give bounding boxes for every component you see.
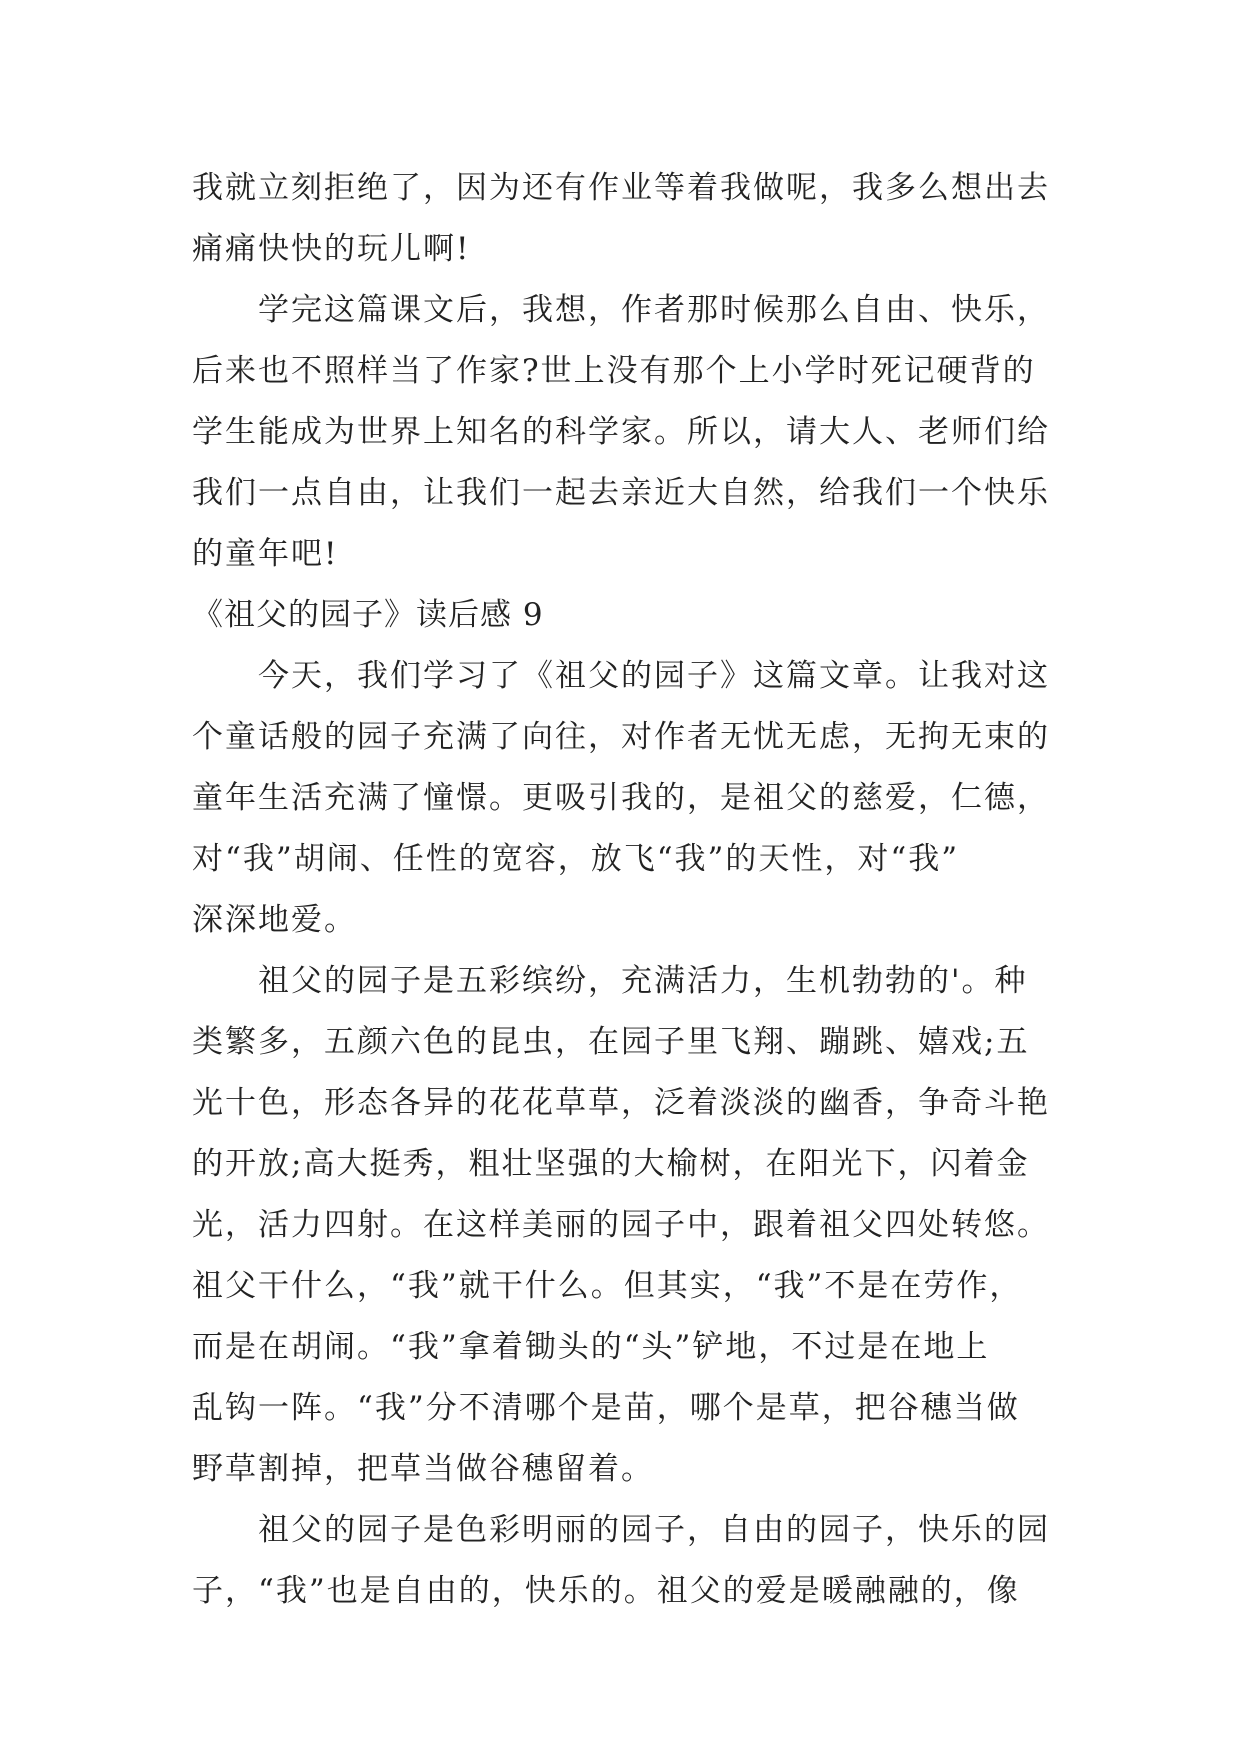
- text-line: 类繁多，五颜六色的昆虫，在园子里飞翔、蹦跳、嬉戏;五: [192, 1024, 1030, 1060]
- section-heading: [192, 585, 1052, 646]
- text-line: 今天，我们学习了《祖父的园子》这篇文章。让我对这: [258, 658, 1050, 694]
- text-line: 对“我”胡闹、任性的宽容，放飞“我”的天性，对“我”: [192, 841, 960, 877]
- paragraph: [192, 646, 1052, 951]
- text-line: 而是在胡闹。“我”拿着锄头的“头”铲地，不过是在地上: [192, 1329, 990, 1365]
- text-line: 童年生活充满了憧憬。更吸引我的，是祖父的慈爱，仁德，: [192, 780, 1050, 816]
- text-line: 我们一点自由，让我们一起去亲近大自然，给我们一个快乐: [192, 475, 1050, 511]
- paragraph: [192, 1500, 1052, 1622]
- text-line: 光十色，形态各异的花花草草，泛着淡淡的幽香，争奇斗艳: [192, 1085, 1050, 1121]
- text-line: 的童年吧!: [192, 536, 339, 572]
- text-line: 我就立刻拒绝了，因为还有作业等着我做呢，我多么想出去: [192, 170, 1050, 206]
- text-line: 乱钩一阵。“我”分不清哪个是苗，哪个是草，把谷穗当做: [192, 1390, 1020, 1426]
- text-line: 学完这篇课文后，我想，作者那时候那么自由、快乐，: [258, 292, 1050, 328]
- document-body: [192, 158, 1052, 1622]
- paragraph: [192, 951, 1052, 1500]
- text-line: 的开放;高大挺秀，粗壮坚强的大榆树，在阳光下，闪着金: [192, 1146, 1030, 1182]
- text-line: 后来也不照样当了作家?世上没有那个上小学时死记硬背的: [192, 353, 1036, 389]
- heading-text: 《祖父的园子》读后感 9: [192, 597, 544, 633]
- paragraph: [192, 280, 1052, 585]
- text-line: 祖父的园子是五彩缤纷，充满活力，生机勃勃的'。种: [258, 963, 1028, 999]
- text-line: 光，活力四射。在这样美丽的园子中，跟着祖父四处转悠。: [192, 1207, 1050, 1243]
- text-line: 痛痛快快的玩儿啊!: [192, 231, 471, 267]
- text-line: 祖父的园子是色彩明丽的园子，自由的园子，快乐的园: [258, 1512, 1050, 1548]
- text-line: 个童话般的园子充满了向往，对作者无忧无虑，无拘无束的: [192, 719, 1050, 755]
- text-line: 祖父干什么，“我”就干什么。但其实，“我”不是在劳作，: [192, 1268, 1023, 1304]
- paragraph: [192, 158, 1052, 280]
- text-line: 深深地爱。: [192, 902, 357, 938]
- text-line: 野草割掉，把草当做谷穗留着。: [192, 1451, 654, 1487]
- text-line: 学生能成为世界上知名的科学家。所以，请大人、老师们给: [192, 414, 1050, 450]
- text-line: 子，“我”也是自由的，快乐的。祖父的爱是暖融融的，像: [192, 1573, 1020, 1609]
